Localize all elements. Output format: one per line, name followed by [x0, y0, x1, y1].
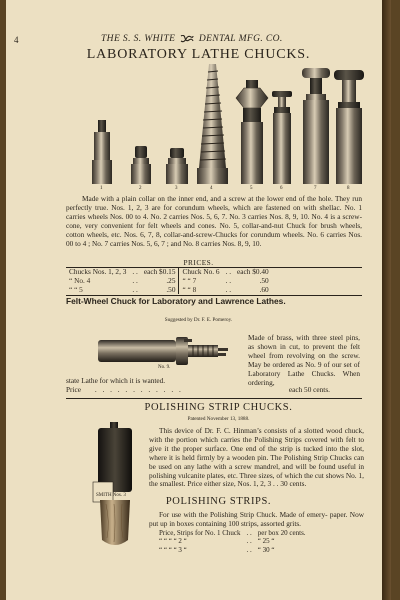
figure-number: 4: [210, 186, 213, 191]
figure-label-no9: No. 9.: [158, 365, 171, 370]
chuck-8-icon: [334, 70, 364, 184]
tube-label: SMITH Nos. 3: [96, 493, 126, 498]
figure-number: 7: [314, 186, 317, 191]
prices-heading: PRICES.: [183, 258, 214, 267]
page-number: 4: [14, 35, 19, 45]
felt-wheel-description-tail: state Lathe for which it is wanted.: [66, 376, 166, 385]
patent-date: Patented November 13, 1888.: [187, 416, 250, 422]
felt-wheel-chuck-illustration: [98, 334, 233, 368]
table-row: “ “ “ “ 2 “ . . “ 25 “: [159, 537, 275, 546]
felt-wheel-title: Felt-Wheel Chuck for Laboratory and Lawrence Lathes.: [66, 296, 286, 306]
strips-price-table: [156, 529, 309, 554]
lathe-chucks-title: LABORATORY LATHE CHUCKS.: [86, 47, 311, 62]
lathe-chucks-illustration: [66, 58, 366, 188]
catalog-page: [6, 0, 391, 600]
chuck-6-icon: [272, 91, 292, 184]
running-head-left: THE S. S. WHITE: [101, 34, 176, 44]
section-rule: [66, 398, 362, 399]
polishing-strips-title: POLISHING STRIPS.: [165, 496, 272, 507]
lathe-price-table: [66, 268, 272, 294]
chuck-4-screw-cone-icon: [197, 64, 228, 184]
running-head: [101, 34, 283, 44]
figure-number: 8: [347, 186, 350, 191]
figure-number: 1: [100, 186, 103, 191]
felt-wheel-price-line: Price . . . . . . . . . . . . each 50 cents.: [66, 385, 330, 394]
strip-chucks-description: This device of Dr. F. C. Hinman’s consists of a slotted wood chuck, with the portion which carries the Polishing Strips covered with felt to give it the proper surface. One end of the strip is tucked into the slot, where it is held firmly by a wooden pin. The Polishing Strip Chucks can be used on any lathe with a screw mandrel, and will be found useful in polishing vulcanite plates, etc. Three sizes, of which the cut shows No. 1, the smallest. Price either size, Nos. 1, 2, 3 . . 30 cents.: [149, 426, 365, 489]
table-row: “ No. 4 . . .25 “ “ 7 . . .50: [69, 275, 269, 285]
chuck-1-icon: [92, 120, 112, 184]
figure-number: 2: [139, 186, 142, 191]
strip-chucks-title: POLISHING STRIP CHUCKS.: [144, 402, 293, 413]
chuck-7-icon: [302, 68, 330, 184]
running-head-right: DENTAL MFG. CO.: [198, 34, 283, 44]
chuck-figure-numbers: [66, 186, 366, 194]
table-row: Chucks Nos. 1, 2, 3 . . each $0.15 Chuck No. 6 . . each $0.40: [69, 267, 269, 276]
monogram-logo-icon: [180, 35, 194, 43]
figure-number: 5: [250, 186, 253, 191]
table-row: “ “ 5 . . .50 “ “ 8 . . .60: [69, 284, 269, 294]
book-spine: [382, 0, 391, 600]
table-row: Price, Strips for No. 1 Chuck . . per box 20 cents.: [159, 529, 306, 537]
polishing-strip-chuck-illustration: [92, 422, 142, 552]
chuck-2-icon: [131, 146, 151, 184]
figure-number: 3: [175, 186, 178, 191]
figure-number: 6: [280, 186, 283, 191]
felt-wheel-description: Made of brass, with three steel pins, as shown in cut, to prevent the felt wheel from revolving on the screw. May be ordered as No. 9 of our set of Laboratory Lathe Chucks. When ordering,: [248, 333, 361, 387]
table-row: “ “ “ “ 3 “ . . “ 30 “: [159, 545, 275, 554]
chuck-3-icon: [166, 148, 188, 184]
polishing-strips-description: For use with the Polishing Strip Chuck. Made of emery- paper. Now put up in boxes containing 100 strips, assorted grits.: [149, 510, 364, 528]
suggested-by: Suggested by Dr. F. E. Pomeroy.: [164, 317, 233, 323]
chuck-5-collar-nut-icon: [236, 80, 268, 184]
lathe-chucks-description: Made with a plain collar on the inner end, and a screw at the lower end of the hole. They run perfectly true. Nos. 1, 2, 3 are for corundum wheels, which are fastened on with shellac. No. 1 carries wheels Nos. 00 to 4. No. 2 carries Nos. 5, 6, 7. No. 3 carries Nos. 8, 9, 10. No. 4 is a screw-cone, very convenient for felt wheels and cones. No. 5, collar-and-nut Chuck for brush wheels, cotton wheels, etc. Nos. 6, 7, 8, collar-and-screw-Chucks for corundum wheels. No. 6 carries Nos. 00 to 4 ; No. 7 carries Nos. 5, 6, 7 ; and No. 8 carries Nos. 8, 9, 10.: [66, 194, 363, 248]
